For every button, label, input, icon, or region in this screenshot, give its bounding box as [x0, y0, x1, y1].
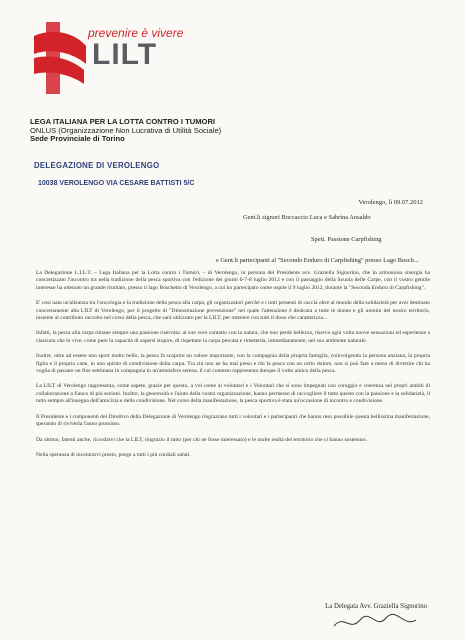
letter-body	[36, 270, 430, 467]
handwritten-signature-icon	[330, 612, 420, 634]
organization-block	[30, 118, 221, 144]
logo-wordmark: LILT	[92, 38, 158, 71]
paragraph: E' così nata un'alleanza tra l'oncologia e la tradizione della pesca alla carpa, gli organizzatori perché e i tutti presenti di caccia oltre al mondo della solidarietà per aver destinato concretamente alla LILT di Verolengo, per il progetto di "Dimostrazione prevenzione" nel quale l'attenzione è dedicata a tutte le donne e gli uomini del nostro territorio, insieme al contributo raccolto nel corso della pesca, che sarà utilizzato per la LILT, per ottenere con tutti il dono che caratterizza...	[36, 300, 430, 322]
letter-date: Verolengo, lì 09.07.2012	[358, 199, 423, 206]
paragraph: Nella speranza di incontrarvi presto, porgo a tutti i più cordiali saluti.	[36, 451, 191, 458]
recipient-line: Gent.li signori Boccaccio Luca e Sabrina Ansaldo	[243, 214, 371, 221]
org-seat: Sede Provinciale di Torino	[30, 134, 125, 144]
paragraph: Il Presidente e i componenti del Direttivo della Delegazione di Verolengo ringraziano tutti i volontari e i partecipanti che hanno reso possibile questa bellissima manifestazione, sperando di riviverla l'anno prossimo.	[36, 413, 430, 428]
paragraph: La Delegazione L.I.L.T. – Lega Italiana per la Lotta contro i Tumori, – di Verolengo, in persona del Presidente avv. Graziella Signorino, che in armoniosa sinergia ha concretizzato l'incontro tra nella tradizione della pesca sportiva con l'edizione dei giorni 6-7-8 luglio 2012 e con il passaggio della Scuola delle Carpe, con il vostro gentile interesse ha ottenuto un grande risultato, presso il lago Boschetto di Verolengo, a cui ho partecipato come ospite il 9 luglio 2012, durante la "Seconda Enduro di Carpfishing".	[36, 270, 430, 291]
signature-line: La Delegata Avv. Graziella Signorino	[325, 603, 427, 610]
delegation-title: DELEGAZIONE DI VEROLENGO	[34, 161, 160, 170]
org-type: ONLUS (Organizzazione Non Lucrativa di Utilità Sociale)	[30, 125, 222, 135]
paragraph: Infatti, la pesca alla carpa rimane sempre una passione riservata: al suo vero contatto con la natura, che non perde bellezza, riserva ogni volta nuove sensazioni ed esperienze a ciascuno che lo vive, come pure la capacità di sapersi stupire, di rispettare la carpa pescata e rimetterla, immediatamente, nel suo ambiente naturale.	[36, 330, 430, 344]
delegation-address: 10038 VEROLENGO VIA CESARE BATTISTI 5/C	[38, 180, 195, 187]
paragraph: Da ultimo, fatemi anche, ricordarvi che la LILT, ringrazio il tutto (per chi ne fosse interessato) e le molte realtà del territorio che ci hanno sostenuto.	[36, 436, 367, 443]
paragraph: La LILT di Verolengo rappresenta, come sapete, grazie per questo, a voi come ai volontari e i Volontari che si sono impegnati con coraggio e coerenza nei propri ambiti di collaborazione a fianco di più sezioni. Inoltre, la generosità e l'aiuto della vostra organizzazione, hanno permesso di raccogliere il tutto questo con la passione e la solidarietà, il tutto sempre all'insegna dell'amicizia e della condivisione. Nel corso della manifestazione, la pesca sportiva è stata un'occasione di incontro e condivisione.	[36, 383, 430, 405]
lilt-emblem-icon	[26, 18, 96, 98]
recipient-line: Spett. Passione Carpfishing	[311, 236, 382, 243]
tagline: prevenire è vivere	[88, 26, 184, 40]
paragraph: Inoltre, oltre ad essere uno sport molto bello, la pesca fa scoprire un valore importante, con la compagnia della propria famiglia, coinvolgendo la persona anziana, la propria figlia e il proprio cane, in uno spirito di condivisione della carpa. Tra chi non ne ha mai preso e chi la pesca con un certo dolore, non si può fare a meno di divertire chi ha voglia di passare un fine settimana in compagnia in un'atmosfera serena, il cui contesto rappresenta dunque il volto amico della pesca.	[36, 353, 430, 375]
recipient-line: e Gent.li partecipanti al "Secondo Enduro di Carpfishing" presso Lago Bosch...	[216, 257, 419, 264]
lilt-logo	[26, 18, 216, 118]
org-name: LEGA ITALIANA PER LA LOTTA CONTRO I TUMORI	[30, 117, 216, 126]
